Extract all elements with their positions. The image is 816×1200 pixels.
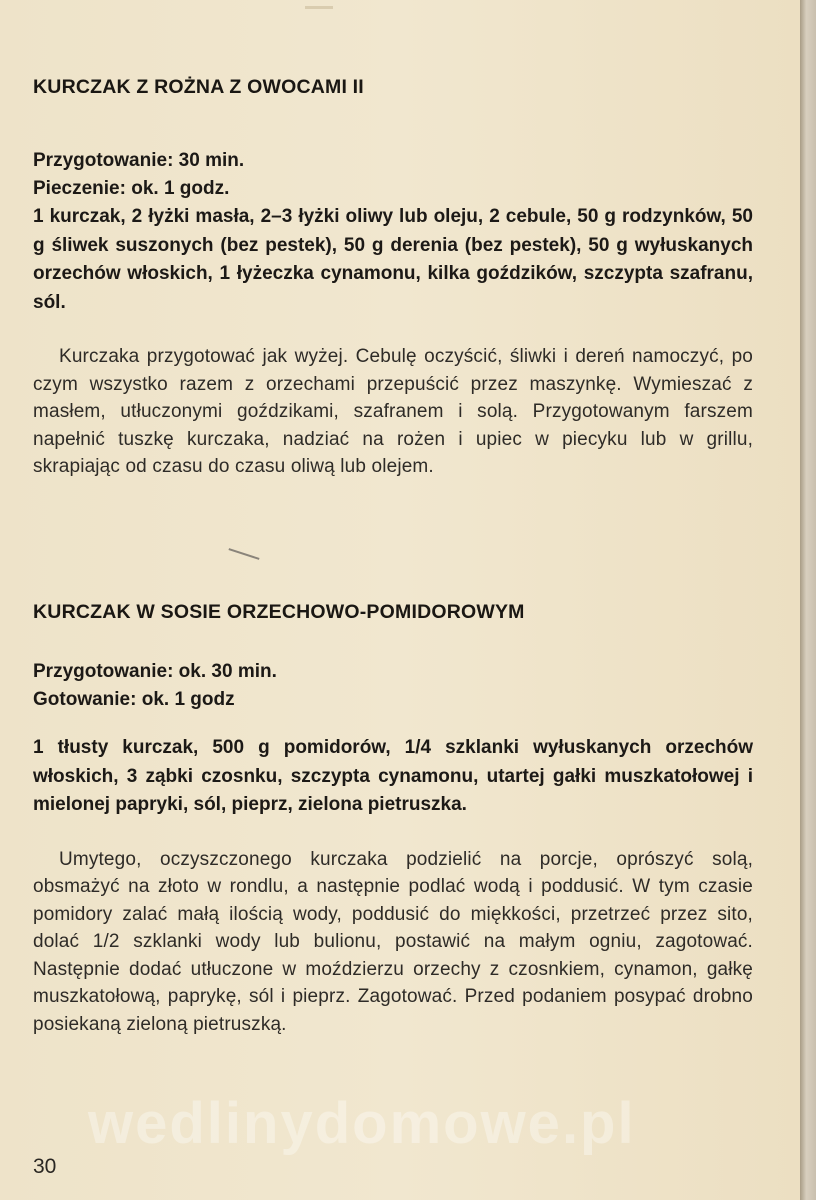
recipe-2: [33, 601, 753, 1038]
recipe-1-prep-time: Przygotowanie: 30 min.: [33, 150, 245, 171]
page-edge: [800, 0, 816, 1200]
recipe-2-cooking-time: Gotowanie: ok. 1 godz: [33, 689, 235, 710]
recipe-2-title: KURCZAK W SOSIE ORZECHOWO-POMIDOROWYM: [33, 601, 525, 623]
separator-mark: [228, 548, 259, 560]
recipe-1-instructions: Kurczaka przygotować jak wyżej. Cebulę oczyścić, śliwki i dereń namoczyć, po czym wszystko razem z orzechami przepuścić przez maszynkę. Wymieszać z masłem, utłuczonymi goździkami, szafranem i solą. Przygotowanym farszem napełnić tuszkę kurczaka, nadziać na rożen i upiec w piecyku lub w grillu, skrapiając od czasu do czasu oliwą lub olejem.: [33, 346, 753, 477]
page-number: 30: [33, 1155, 57, 1178]
recipe-1: [33, 76, 753, 481]
recipe-1-title: KURCZAK Z ROŻNA Z OWOCAMI II: [33, 76, 364, 98]
recipe-2-ingredients: 1 tłusty kurczak, 500 g pomidorów, 1/4 szklanki wyłuskanych orzechów włoskich, 3 ząbki czosnku, szczypta cynamonu, utartej gałki muszkatołowej i mielonej papryki, sól, pieprz, zielona pietruszka.: [33, 737, 753, 815]
recipe-2-instructions: Umytego, oczyszczonego kurczaka podzielić na porcje, oprószyć solą, obsmażyć na złoto w rondlu, a następnie podlać wodą i poddusić. W tym czasie pomidory zalać małą ilością wody, poddusić do miękkości, przetrzeć przez sito, dolać 1/2 szklanki wody lub bulionu, postawić na małym ogniu, zagotować. Następnie dodać utłuczone w moździerzu orzechy z czosnkiem, cynamon, gałkę muszkatołową, paprykę, sól i pieprz. Zagotować. Przed podaniem posypać drobno posiekaną zieloną pietruszką.: [33, 848, 753, 1035]
watermark: wedlinydomowe.pl: [88, 1091, 636, 1156]
print-mark: [305, 6, 333, 9]
recipe-1-baking-time: Pieczenie: ok. 1 godz.: [33, 178, 230, 199]
recipe-1-ingredients: 1 kurczak, 2 łyżki masła, 2–3 łyżki oliwy lub oleju, 2 cebule, 50 g rodzynków, 50 g śliwek suszonych (bez pestek), 50 g derenia (bez pestek), 50 g wyłuskanych orzechów włoskich, 1 łyżeczka cynamonu, kilka goździków, szczypta szafranu, sól.: [33, 206, 753, 313]
recipe-2-prep-time: Przygotowanie: ok. 30 min.: [33, 661, 277, 682]
